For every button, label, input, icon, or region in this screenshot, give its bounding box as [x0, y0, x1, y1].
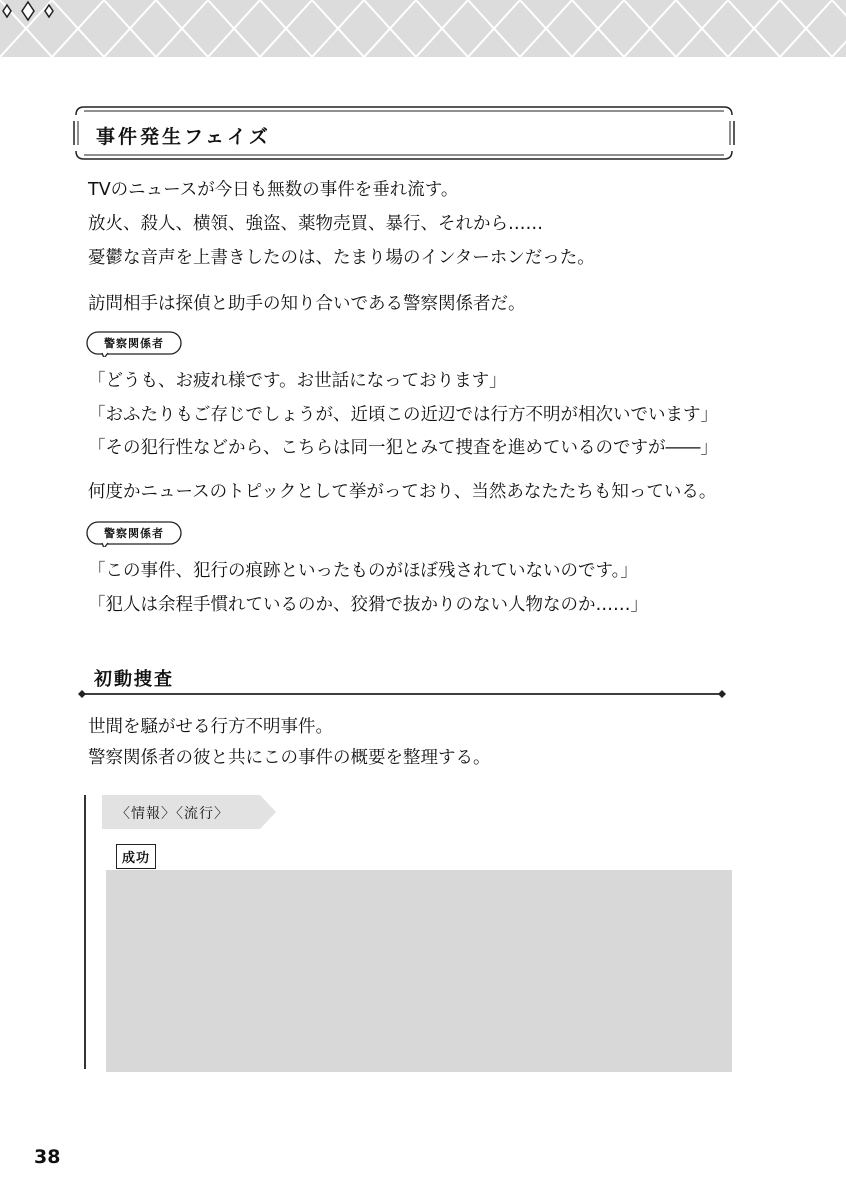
- dialogue-line: 「この事件、犯行の痕跡といったものがほぼ残されていないのです。」: [88, 561, 638, 581]
- speaker-tag: [86, 521, 182, 547]
- speaker-label: 警察関係者: [104, 527, 164, 540]
- header-band: [0, 0, 846, 57]
- subsection-line: 世間を騒がせる行方不明事件。: [88, 717, 333, 737]
- speaker-label: 警察関係者: [104, 337, 164, 350]
- result-label: 成功: [116, 844, 156, 869]
- page-number: 38: [34, 1146, 61, 1168]
- section-title: 事件発生フェイズ: [96, 126, 271, 148]
- narration-line: 何度かニュースのトピックとして挙がっており、当然あなたたちも知っている。: [88, 482, 717, 502]
- visitor-line: 訪問相手は探偵と助手の知り合いである警察関係者だ。: [88, 294, 526, 314]
- subsection-line: 警察関係者の彼と共にこの事件の概要を整理する。: [88, 748, 491, 768]
- check-side-bar: [84, 795, 86, 1069]
- dialogue-line: 「どうも、お疲れ様です。お世話になっております」: [88, 371, 507, 391]
- redacted-content-box: [106, 870, 732, 1072]
- dialogue-line: 「おふたりもご存じでしょうが、近頃この近辺では行方不明が相次いでいます」: [88, 405, 718, 425]
- intro-line: 放火、殺人、横領、強盗、薬物売買、暴行、それから……: [88, 214, 543, 234]
- speaker-tag: [86, 331, 182, 357]
- dialogue-line: 「犯人は余程手慣れているのか、狡猾で抜かりのない人物なのか……」: [88, 595, 648, 615]
- subsection-title: 初動捜査: [94, 669, 174, 690]
- intro-line: TVのニュースが今日も無数の事件を垂れ流す。: [88, 180, 459, 200]
- diamond-ornament-icon: [0, 0, 60, 22]
- skill-tags: 〈情報〉〈流行〉: [116, 806, 229, 822]
- dialogue-line: 「その犯行性などから、こちらは同一犯とみて捜査を進めているのですが――」: [88, 438, 718, 458]
- subsection-rule: [76, 688, 728, 700]
- intro-line: 憂鬱な音声を上書きしたのは、たまり場のインターホンだった。: [88, 248, 595, 268]
